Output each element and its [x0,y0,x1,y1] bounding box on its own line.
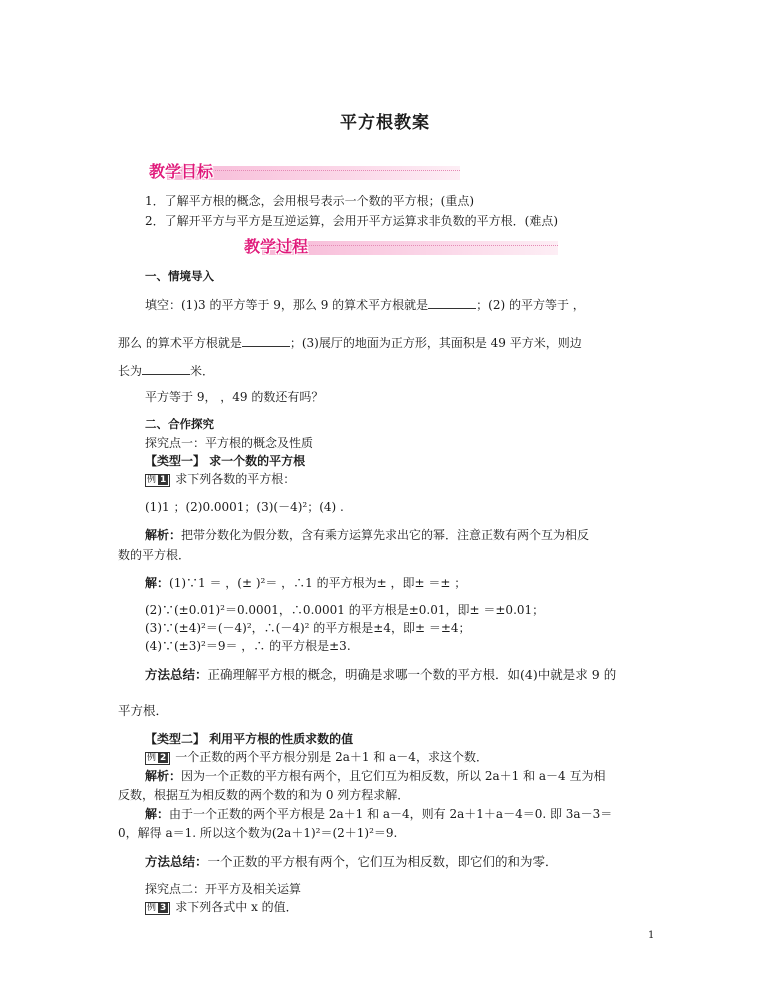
solution-line: 0，解得 a＝1. 所以这个数为(2a＋1)²＝(2＋1)²＝9. [118,826,398,840]
solution-text: 由于一个正数的两个平方根是 2a＋1 和 a－4，则有 2a＋1＋a－4＝0. 即 3a－3＝ [169,807,613,821]
example-3 [145,898,298,915]
solution-label: 解： [145,807,170,821]
intro-line [118,334,582,351]
process-banner-label: 教学过程 [244,237,309,256]
example-badge: 例 3 [145,902,170,915]
summary-text: 正确理解平方根的概念，明确是求哪一个数的平方根．如 [207,667,521,682]
analysis-label: 解析： [145,769,182,783]
page-title: 平方根教案 [340,113,430,133]
explore-point: 探究点二：开平方及相关运算 [145,882,302,896]
example-badge: 例 2 [145,752,170,765]
goals-banner-label: 教学目标 [149,162,214,181]
analysis-text: 因为一个正数的平方根有两个，且它们互为相反数，所以 2a＋1 和 a－4 互为相 [181,769,606,783]
example-text: 一个正数的两个平方根分别是 2a＋1 和 a－4，求这个数． [175,750,488,764]
solution-label: 解： [145,576,170,590]
summary-label: 方法总结： [145,854,208,869]
example-text: 求下列各数的平方根： [175,472,296,486]
example-items: (1)1 ；(2)0.0001；(3)(－4)²；(4) . [145,500,344,514]
analysis [145,526,589,543]
fill-blank [242,336,290,347]
solution-text: (1)∵1 ＝ ，(± )²＝ ，∴1 的平方根为± ，即± ＝± ； [169,576,467,590]
analysis-cont: 反数，根据互为相反数的两个数的和为 0 列方程求解． [118,788,410,802]
page-number: 1 [648,930,655,941]
summary-text: 一个正数的平方根有两个，它们互为相反数，即它们的和为零． [207,854,558,869]
type-heading: 【类型一】 求一个数的平方根 [145,454,306,468]
goal-item: 2．了解开平方与平方是互逆运算，会用开平方运算求非负数的平方根．(难点) [145,214,559,228]
example-badge: 例 1 [145,474,170,487]
intro-text: 米． [190,364,215,378]
example-text: 求下列各式中 x 的值． [175,900,298,914]
goals-banner [145,160,460,182]
process-banner [240,235,558,257]
solution-line: (2)∵(±0.01)²＝0.0001，∴0.0001 的平方根是±0.01，即± ＝±0.01； [145,603,545,617]
example-1 [145,470,295,487]
intro-text: 填空：(1)3 的平方等于 9，那么 9 的算术平方根就是 [145,298,429,312]
solution-line: (3)∵(±4)²＝(－4)²，∴(－4)² 的平方根是±4，即± ＝±4； [145,621,471,635]
solution-line: (4)∵(±3)²＝9＝ ，∴ 的平方根是±3. [145,639,351,653]
intro-line [145,296,585,313]
analysis-cont: 数的平方根． [118,548,191,562]
example-2 [145,748,488,765]
analysis-text: 把带分数化为假分数，含有乘方运算先求出它的幂．注意正数有两个互为相反 [181,528,590,542]
solution-line [145,574,466,591]
method-summary: 方法总结：正确理解平方根的概念，明确是求哪一个数的平方根．如(4)中就是求 9 的 [145,667,617,682]
method-summary-cont: 平方根． [118,703,169,718]
method-summary [145,852,558,870]
fill-blank [142,364,190,375]
goal-item: 1．了解平方根的概念，会用根号表示一个数的平方根；(重点) [145,194,475,208]
intro-text: 那么 的算术平方根就是 [118,336,242,350]
section-heading: 一、情境导入 [145,269,214,283]
intro-text: ；(2) 的平方等于 ， [476,298,585,312]
section-heading: 二、合作探究 [145,417,214,431]
intro-question: 平方等于 9， ，49 的数还有吗？ [145,390,324,404]
intro-text: 长为 [118,364,143,378]
explore-point: 探究点一：平方根的概念及性质 [145,436,314,450]
type-heading: 【类型二】 利用平方根的性质求数的值 [145,732,354,746]
intro-text: ；(3)展厅的地面为正方形，其面积是 49 平方米，则边 [289,336,582,350]
analysis-label: 解析： [145,528,182,542]
fill-blank [428,298,476,309]
solution-line [145,805,612,822]
summary-label: 方法总结： [145,667,208,682]
analysis [145,767,606,784]
intro-line [118,362,214,379]
